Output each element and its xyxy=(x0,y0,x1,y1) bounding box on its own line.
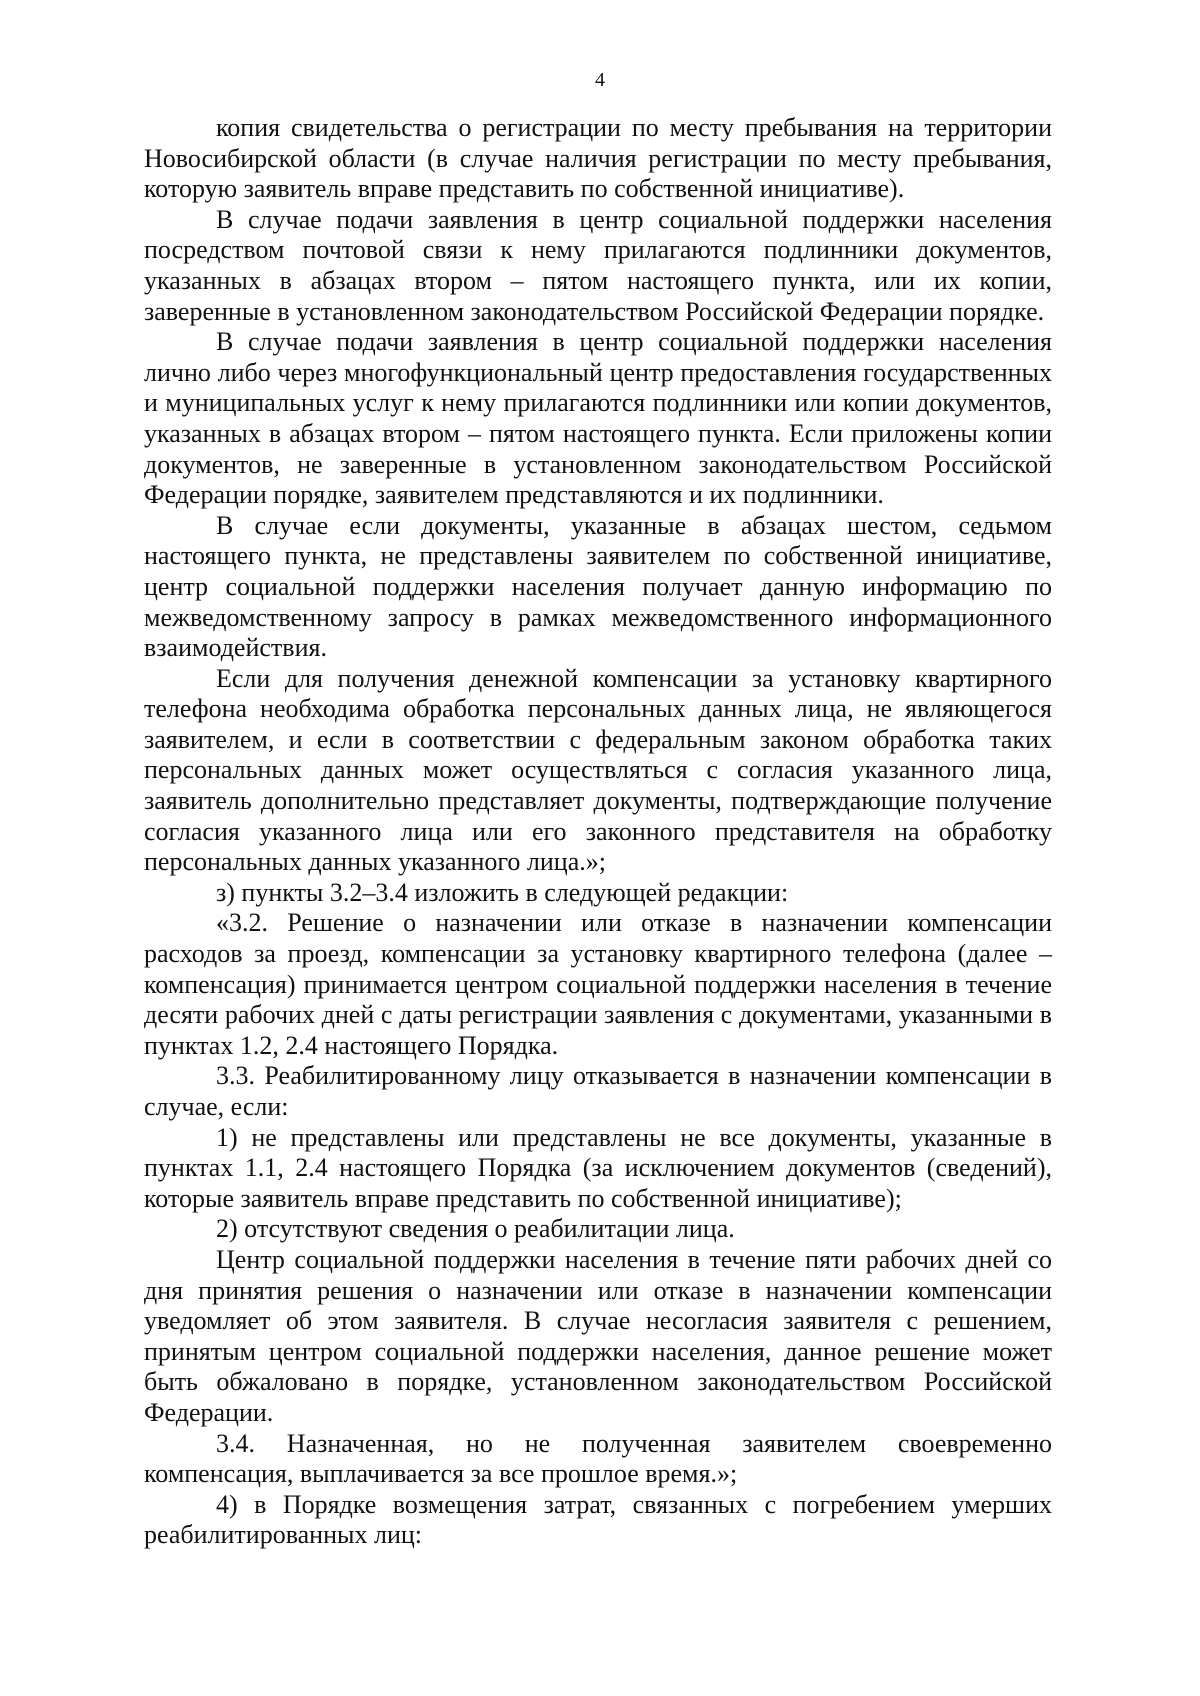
paragraph: «3.2. Решение о назначении или отказе в назначении компенсации расходов за проезд, компенсации за установку квартирного телефона (далее – компенсация) принимается центром социальной поддержки населения в течение десяти рабочих дней с даты регистрации заявления с документами, указанными в пунктах 1.2, 2.4 настоящего Порядка. xyxy=(144,908,1052,1060)
paragraph: Если для получения денежной компенсации за установку квартирного телефона необходима обработка персональных данных лица, не являющегося заявителем, и если в соответствии с федеральным законом обработка таких персональных данных может осуществляться с согласия указанного лица, заявитель дополнительно представляет документы, подтверждающие получение согласия указанного лица или его законного представителя на обработку персональных данных указанного лица.»; xyxy=(144,663,1052,877)
paragraph: В случае если документы, указанные в абзацах шестом, седьмом настоящего пункта, не представлены заявителем по собственной инициативе, центр социальной поддержки населения получает данную информацию по межведомственному запросу в рамках межведомственного информационного взаимодействия. xyxy=(144,510,1052,663)
paragraph: 4) в Порядке возмещения затрат, связанных с погребением умерших реабилитированных лиц: xyxy=(144,1489,1052,1550)
paragraph: В случае подачи заявления в центр социальной поддержки населения лично либо через многофункциональный центр предоставления государственных и муниципальных услуг к нему прилагаются подлинники или копии документов, указанных в абзацах втором – пятом настоящего пункта. Если приложены копии документов, не заверенные в установленном законодательством Российской Федерации порядке, заявителем представляются и их подлинники. xyxy=(144,327,1052,510)
paragraph: з) пункты 3.2–3.4 изложить в следующей редакции: xyxy=(216,877,789,907)
paragraph: Центр социальной поддержки населения в течение пяти рабочих дней со дня принятия решения о назначении или отказе в назначении компенсации уведомляет об этом заявителя. В случае несогласия заявителя с решением, принятым центром социальной поддержки населения, данное решение может быть обжаловано в порядке, установленном законодательством Российской Федерации. xyxy=(144,1244,1052,1427)
document-body xyxy=(144,113,1052,1551)
paragraph: 3.3. Реабилитированному лицу отказывается в назначении компенсации в случае, если: xyxy=(144,1061,1052,1121)
page-number: 4 xyxy=(595,69,605,91)
paragraph: 1) не представлены или представлены не все документы, указанные в пунктах 1.1, 2.4 настоящего Порядка (за исключением документов (сведений), которые заявитель вправе представить по собственной инициативе); xyxy=(144,1122,1052,1213)
paragraph: В случае подачи заявления в центр социальной поддержки населения посредством почтовой связи к нему прилагаются подлинники документов, указанных в абзацах втором – пятом настоящего пункта, или их копии, заверенные в установленном законодательством Российской Федерации порядке. xyxy=(144,204,1052,326)
paragraph: 2) отсутствуют сведения о реабилитации лица. xyxy=(216,1214,735,1244)
paragraph: 3.4. Назначенная, но не полученная заявителем своевременно компенсация, выплачивается за все прошлое время.»; xyxy=(144,1428,1052,1489)
paragraph: копия свидетельства о регистрации по месту пребывания на территории Новосибирской области (в случае наличия регистрации по месту пребывания, которую заявитель вправе представить по собственной инициативе). xyxy=(144,113,1052,204)
